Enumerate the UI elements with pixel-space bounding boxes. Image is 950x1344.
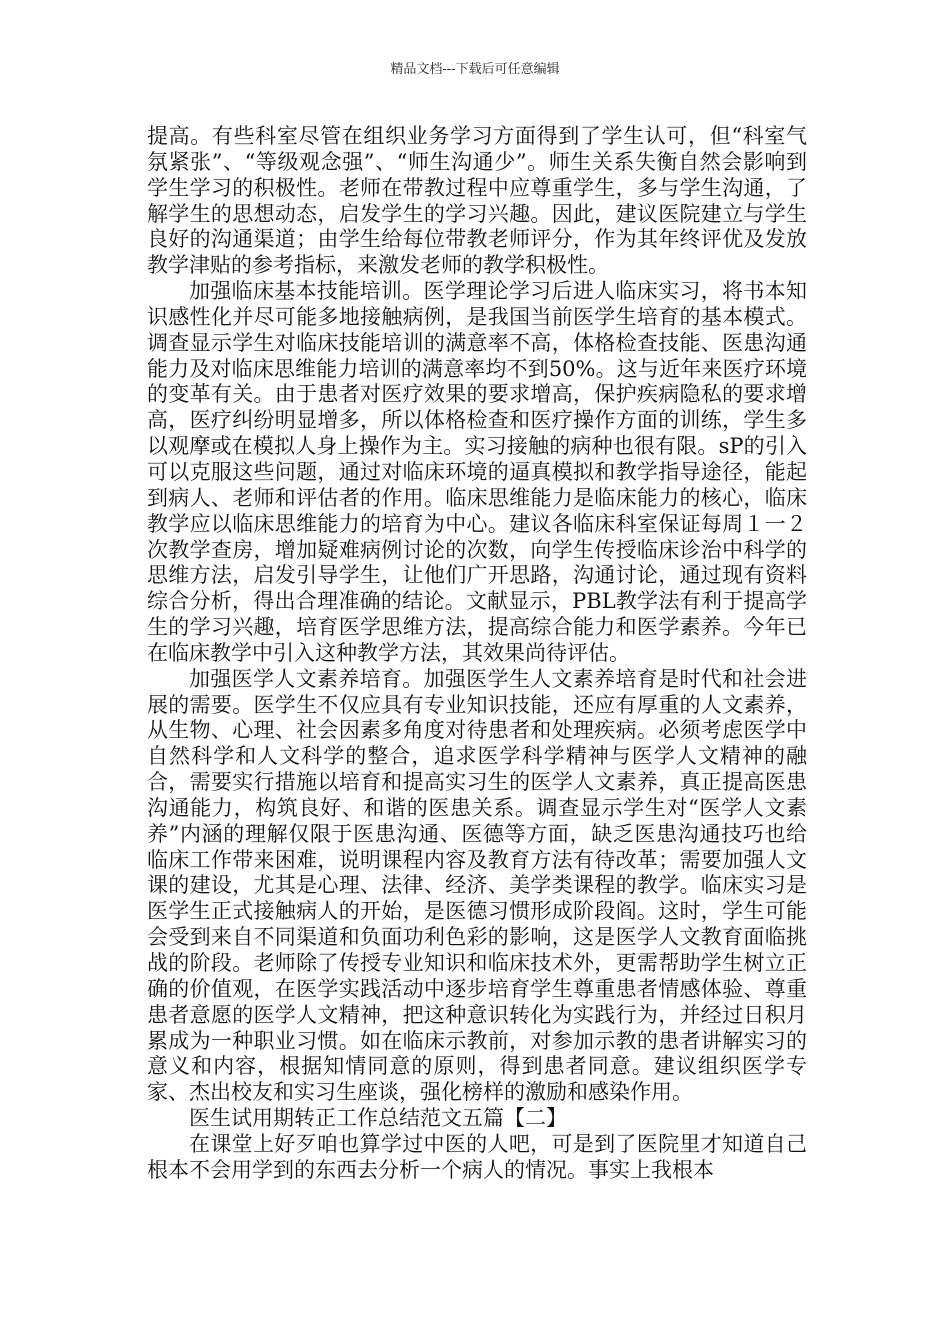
paragraph-humanities: 加强医学人文素养培育。加强医学生人文素养培育是时代和社会进展的需要。医学生不仅应具有专业知识技能，还应有厚重的人文素养，从生物、心理、社会因素多角度对待患者和处理疾病。必须考虑医学中自然科学和人文科学的整合，追求医学科学精神与医学人文精神的融合，需要实行措施以培育和提高实习生的医学人文素养，真正提高医患沟通能力，构筑良好、和谐的医患关系。调查显示学生对“医学人文素养”内涵的理解仅限于医患沟通、医德等方面，缺乏医患沟通技巧也给临床工作带来困难，说明课程内容及教育方法有待改革；需要加强人文课的建设，尤其是心理、法律、经济、美学类课程的教学。临床实习是医学生正式接触病人的开始，是医德习惯形成阶段阎。这时，学生可能会受到来自不同渠道和负面功利色彩的影响，这是医学人文教育面临挑战的阶段。老师除了传授专业知识和临床技术外，更需帮助学生树立正确的价值观，在医学实践活动中逐步培育学生尊重患者情感体验、尊重患者意愿的医学人文精神，把这种意识转化为实践行为，并经过日积月累成为一种职业习惯。如在临床示教前，对参加示教的患者讲解实习的意义和内容，根据知情同意的原则，得到患者同意。建议组织医学专家、杰出校友和实习生座谈，强化榜样的激励和感染作用。 <box>147 666 807 1105</box>
paragraph-continuation: 提高。有些科室尽管在组织业务学习方面得到了学生认可，但“科室气氛紧张”、“等级观念强”、“师生沟通少”。师生关系失衡自然会影响到学生学习的积极性。老师在带教过程中应尊重学生，多与学生沟通，了解学生的思想动态，启发学生的学习兴趣。因此，建议医院建立与学生良好的沟通渠道；由学生给每位带教老师评分，作为其年终评优及发放教学津贴的参考指标，来激发老师的教学积极性。 <box>147 124 807 278</box>
document-body <box>147 124 807 1184</box>
page-header: 精品文档---下载后可任意编辑 <box>390 62 560 77</box>
paragraph-classroom: 在课堂上好歹咱也算学过中医的人吧，可是到了医院里才知道自己根本不会用学到的东西去分析一个病人的情况。事实上我根本 <box>147 1131 807 1182</box>
section-heading: 医生试用期转正工作总结范文五篇【二】 <box>189 1106 567 1131</box>
paragraph-clinical-skills: 加强临床基本技能培训。医学理论学习后进人临床实习，将书本知识感性化并尽可能多地接触病例，是我国当前医学生培育的基本模式。调查显示学生对临床技能培训的满意率不高，体格检查技能、医患沟通能力及对临床思维能力培训的满意率均不到50%。这与近年来医疗环境的变革有关。由于患者对医疗效果的要求增高，保护疾病隐私的要求增高，医疗纠纷明显增多，所以体格检查和医疗操作方面的训练，学生多以观摩或在模拟人身上操作为主。实习接触的病种也很有限。sP的引入可以克服这些问题，通过对临床环境的逼真模拟和教学指导途径，能起到病人、老师和评估者的作用。临床思维能力是临床能力的核心，临床教学应以临床思维能力的培育为中心。建议各临床科室保证每周１一２次教学查房，增加疑难病例讨论的次数，向学生传授临床诊治中科学的思维方法，启发引导学生，让他们广开思路，沟通讨论，通过现有资料综合分析，得出合理准确的结论。文献显示，PBL教学法有利于提高学生的学习兴趣，培育医学思维方法，提高综合能力和医学素养。今年已在临床教学中引入这种教学方法，其效果尚待评估。 <box>147 279 807 665</box>
